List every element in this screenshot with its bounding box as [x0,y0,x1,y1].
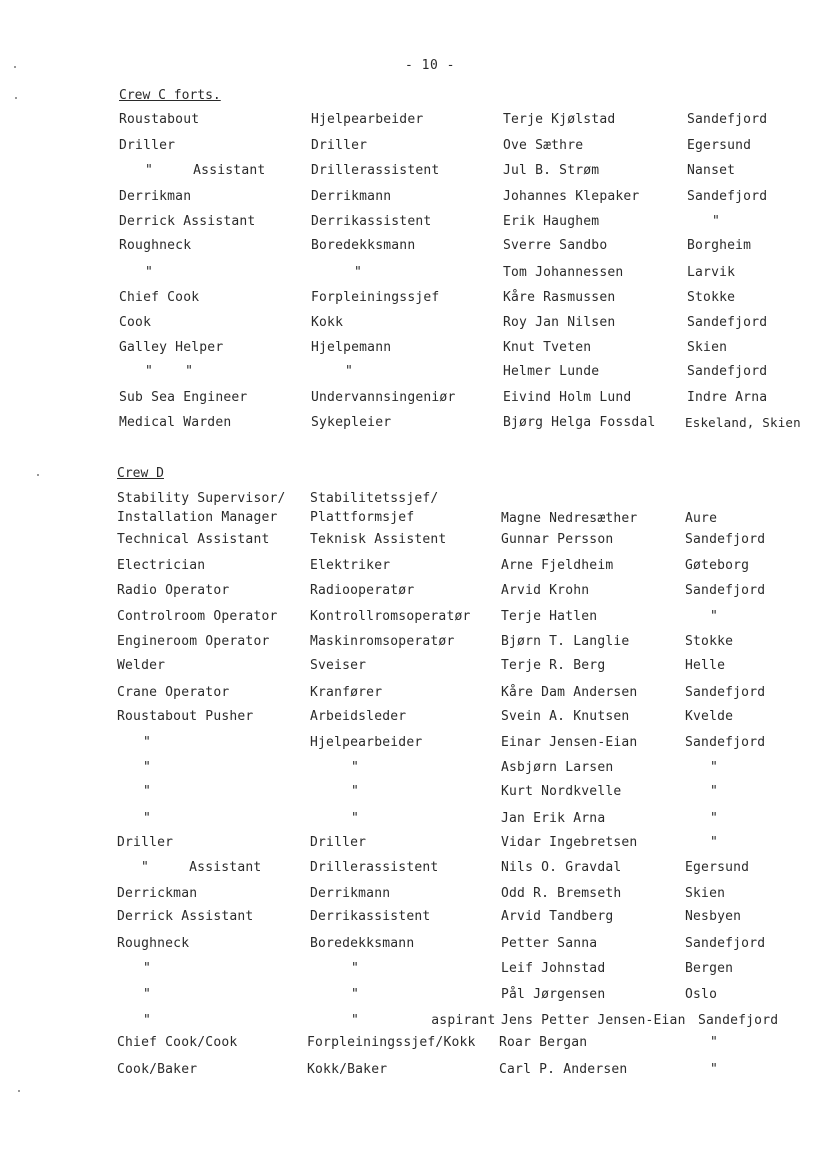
table-row [0,860,818,880]
role: Roughneck [117,936,190,951]
role: Controlroom Operator [117,609,278,624]
role: " [143,961,152,976]
person-name: Nils O. Gravdal [501,860,622,875]
place: Egersund [687,138,752,153]
person-name: Kåre Dam Andersen [501,685,638,700]
norwegian-title: Derrikassistent [310,909,431,924]
role: " [143,811,152,826]
place: " [712,214,721,229]
table-row [0,961,818,981]
norwegian-title: Kokk/Baker [307,1062,388,1077]
scan-speck [14,66,16,68]
table-row [0,709,818,729]
person-name: Roy Jan Nilsen [503,315,616,330]
norwegian-title: Forpleiningssjef [311,290,440,305]
place: Gøteborg [685,558,750,573]
person-name: Jul B. Strøm [503,163,600,178]
person-name: Eivind Holm Lund [503,390,632,405]
crew-d-title: Crew D [117,466,164,481]
page-number: - 10 - [405,58,455,73]
role: Roustabout [119,112,200,127]
place: Stokke [687,290,736,305]
role: Derrick Assistant [117,909,254,924]
norwegian-title: Derrikmann [310,886,391,901]
person-name: Pål Jørgensen [501,987,606,1002]
place: Sandefjord [685,532,766,547]
role: Roughneck [119,238,192,253]
person-name: Helmer Lunde [503,364,600,379]
place: " [710,760,719,775]
person-name: Asbjørn Larsen [501,760,614,775]
norwegian-title-line-1: Stabilitetssjef/ [310,491,439,506]
person-name: Vidar Ingebretsen [501,835,638,850]
table-row [0,163,818,183]
person-name: Jan Erik Arna [501,811,606,826]
person-name: Leif Johnstad [501,961,606,976]
table-row [0,583,818,603]
table-row [0,189,818,209]
norwegian-title: Kokk [311,315,344,330]
place: Helle [685,658,726,673]
person-name: Magne Nedresæther [501,511,638,526]
table-row [0,489,818,529]
person-name: Kurt Nordkvelle [501,784,622,799]
person-name: Sverre Sandbo [503,238,608,253]
place: Aure [685,511,718,526]
table-row [0,735,818,755]
norwegian-title: Drillerassistent [310,860,439,875]
place: Skien [685,886,726,901]
table-row [0,138,818,158]
role: " Assistant [141,860,262,875]
place: Nesbyen [685,909,742,924]
role: " " [145,364,194,379]
norwegian-title: " aspirant [351,1013,496,1028]
place: Sandefjord [685,735,766,750]
place: Egersund [685,860,750,875]
table-row [0,415,818,435]
place: Sandefjord [685,583,766,598]
place: Sandefjord [685,936,766,951]
person-name: Jens Petter Jensen-Eian [501,1013,686,1028]
table-row [0,112,818,132]
person-name: Knut Tveten [503,340,592,355]
norwegian-title: Teknisk Assistent [310,532,447,547]
norwegian-title: Driller [311,138,368,153]
role: " Assistant [145,163,266,178]
place: Skien [687,340,728,355]
place: Sandefjord [687,315,768,330]
person-name: Odd R. Bremseth [501,886,622,901]
place: Indre Arna [687,390,768,405]
table-row [0,609,818,629]
norwegian-title: " [354,265,363,280]
place: " [710,609,719,624]
person-name: Roar Bergan [499,1035,588,1050]
person-name: Carl P. Andersen [499,1062,628,1077]
place: Sandefjord [685,685,766,700]
person-name: Erik Haughem [503,214,600,229]
table-row [0,658,818,678]
person-name: Kåre Rasmussen [503,290,616,305]
norwegian-title: " [351,811,360,826]
role: " [143,735,152,750]
norwegian-title: Hjelpearbeider [311,112,424,127]
person-name: Bjørg Helga Fossdal [503,415,656,430]
place: Oslo [685,987,718,1002]
place: Larvik [687,265,736,280]
norwegian-title: Boredekksmann [310,936,415,951]
place: Sandefjord [698,1013,779,1028]
crew-c-title: Crew C forts. [119,88,221,103]
table-row [0,315,818,335]
table-row [0,987,818,1007]
role: Technical Assistant [117,532,270,547]
norwegian-title: Drillerassistent [311,163,440,178]
table-row [0,936,818,956]
role: Driller [117,835,174,850]
table-row [0,634,818,654]
norwegian-title: Derrikassistent [311,214,432,229]
scan-speck [37,474,39,476]
person-name: Bjørn T. Langlie [501,634,630,649]
norwegian-title: Forpleiningssjef/Kokk [307,1035,476,1050]
person-name: Gunnar Persson [501,532,614,547]
norwegian-title: Elektriker [310,558,391,573]
norwegian-title: Kranfører [310,685,383,700]
table-row [0,909,818,929]
norwegian-title: Sveiser [310,658,367,673]
role: Radio Operator [117,583,230,598]
role: " [143,1013,152,1028]
table-row [0,290,818,310]
place: " [710,835,719,850]
norwegian-title: " [345,364,354,379]
scan-speck [15,97,17,99]
table-row [0,214,818,234]
role: " [143,760,152,775]
norwegian-title: " [351,784,360,799]
role-line-2: Installation Manager [117,510,278,525]
person-name: Terje R. Berg [501,658,606,673]
role: " [145,265,154,280]
table-row [0,532,818,552]
role: Derrick Assistant [119,214,256,229]
role: Galley Helper [119,340,224,355]
table-row [0,364,818,384]
table-row [0,760,818,780]
role: Cook/Baker [117,1062,198,1077]
norwegian-title: Sykepleier [311,415,392,430]
person-name: Tom Johannessen [503,265,624,280]
norwegian-title: Kontrollromsoperatør [310,609,471,624]
table-row [0,265,818,285]
norwegian-title: " [351,961,360,976]
table-row [0,1062,818,1082]
person-name: Svein A. Knutsen [501,709,630,724]
table-row [0,835,818,855]
role: Electrician [117,558,206,573]
place: Kvelde [685,709,734,724]
norwegian-title-line-2: Plattformsjef [310,510,415,525]
role: Cook [119,315,152,330]
norwegian-title: " [351,987,360,1002]
table-row [0,811,818,831]
role: Engineroom Operator [117,634,270,649]
person-name: Ove Sæthre [503,138,584,153]
person-name: Arvid Krohn [501,583,590,598]
table-row [0,238,818,258]
person-name: Einar Jensen-Eian [501,735,638,750]
norwegian-title: Radiooperatør [310,583,415,598]
role: Derrikman [119,189,192,204]
norwegian-title: Maskinromsoperatør [310,634,455,649]
role: Sub Sea Engineer [119,390,248,405]
place: " [710,1062,719,1077]
norwegian-title: Driller [310,835,367,850]
role-line-1: Stability Supervisor/ [117,491,286,506]
person-name: Arvid Tandberg [501,909,614,924]
norwegian-title: Derrikmann [311,189,392,204]
person-name: Terje Kjølstad [503,112,616,127]
table-row [0,390,818,410]
role: " [143,987,152,1002]
table-row [0,784,818,804]
role: Roustabout Pusher [117,709,254,724]
place: Nanset [687,163,736,178]
person-name: Terje Hatlen [501,609,598,624]
role: Crane Operator [117,685,230,700]
place: Sandefjord [687,112,768,127]
norwegian-title: Hjelpearbeider [310,735,423,750]
person-name: Petter Sanna [501,936,598,951]
norwegian-title: Hjelpemann [311,340,392,355]
place: Sandefjord [687,189,768,204]
role: Chief Cook [119,290,200,305]
table-row [0,1035,818,1055]
scan-speck [18,1090,20,1092]
place: Sandefjord [687,364,768,379]
place: " [710,811,719,826]
place: " [710,784,719,799]
table-row [0,1013,818,1033]
role: Chief Cook/Cook [117,1035,238,1050]
role: Welder [117,658,166,673]
norwegian-title: " [351,760,360,775]
table-row [0,685,818,705]
norwegian-title: Arbeidsleder [310,709,407,724]
norwegian-title: Undervannsingeniør [311,390,456,405]
place: Borgheim [687,238,752,253]
role: Medical Warden [119,415,232,430]
table-row [0,886,818,906]
role: Derrickman [117,886,198,901]
norwegian-title: Boredekksmann [311,238,416,253]
table-row [0,558,818,578]
place: Stokke [685,634,734,649]
person-name: Johannes Klepaker [503,189,640,204]
place: " [710,1035,719,1050]
role: " [143,784,152,799]
place: Bergen [685,961,734,976]
role: Driller [119,138,176,153]
table-row [0,340,818,360]
person-name: Arne Fjeldheim [501,558,614,573]
place: Eskeland, Skien [685,415,801,430]
